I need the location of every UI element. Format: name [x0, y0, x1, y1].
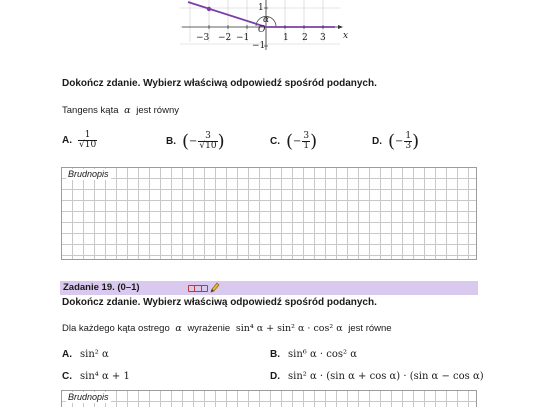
- task19-option-d[interactable]: [270, 371, 484, 382]
- task19-option-a[interactable]: [62, 349, 109, 360]
- scratchpad-label: Brudnopis: [68, 392, 109, 402]
- scratchpad-label: Brudnopis: [68, 169, 109, 179]
- option-letter: D.: [270, 371, 280, 382]
- option-letter: B.: [270, 349, 280, 360]
- coordinate-graph: [180, 0, 360, 52]
- task18-option-d[interactable]: D. ( − $\frac{1}{3}$ ): [372, 131, 420, 152]
- tick-x-3: 3: [320, 33, 326, 43]
- tick-y-1: 1: [258, 3, 264, 13]
- option-text: sin⁴ α + 1: [80, 371, 130, 382]
- task18-question-suffix: jest równy: [136, 105, 179, 116]
- option-letter: A.: [62, 135, 72, 146]
- option-fraction: [198, 132, 217, 151]
- task18-question-prefix: Tangens kąta: [62, 105, 119, 116]
- option-sign: −: [395, 136, 404, 147]
- scratchpad-grid[interactable]: [61, 390, 477, 407]
- option-letter: B.: [166, 136, 176, 147]
- task19-question-mid: wyrażenie: [187, 323, 231, 334]
- option-fraction: [78, 131, 97, 150]
- fraction-numerator: 1: [84, 130, 91, 140]
- fraction-numerator: 1: [405, 131, 412, 141]
- origin-label: O: [258, 25, 266, 35]
- fraction-numerator: 3: [303, 131, 310, 141]
- pencil-icon: [210, 282, 220, 293]
- task18-option-b[interactable]: B. ( − $\frac{3}{√10}$ ): [166, 131, 225, 152]
- task18-option-a[interactable]: [62, 131, 97, 150]
- angle-alpha-label: α: [263, 15, 270, 25]
- terminal-ray: [188, 2, 266, 27]
- task19-option-c[interactable]: [62, 371, 130, 382]
- task19-question-expression: sin⁴ α + sin² α · cos² α: [235, 323, 343, 334]
- tick-x-neg3: −3: [196, 33, 210, 43]
- tick-y-neg1: −1: [252, 41, 266, 51]
- task19-option-b[interactable]: [270, 349, 357, 360]
- task19-instruction: Dokończ zdanie. Wybierz właściwą odpowiedź spośród podanych.: [62, 297, 377, 308]
- task18-instruction: Dokończ zdanie. Wybierz właściwą odpowiedź spośród podanych.: [62, 78, 377, 89]
- task19-question-suffix: jest równe: [348, 323, 392, 334]
- option-text: sin² α · (sin α + cos α) · (sin α − cos α): [288, 371, 484, 382]
- option-letter: C.: [270, 136, 280, 147]
- fraction-denominator: 3: [405, 141, 412, 151]
- option-letter: A.: [62, 349, 72, 360]
- option-letter: D.: [372, 136, 382, 147]
- task19-question-var: α: [175, 323, 182, 334]
- task18-question-var: α: [124, 105, 131, 116]
- scratchpad-grid[interactable]: [61, 167, 477, 260]
- task19-title: Zadanie 19. (0–1): [63, 282, 140, 293]
- option-sign: −: [189, 136, 198, 147]
- task19-question: [62, 323, 392, 334]
- task19-header-bar: [60, 281, 478, 295]
- task-skill-badge: [188, 285, 208, 292]
- task18-option-c[interactable]: C. ( − $\frac{3}{1}$ ): [270, 131, 318, 152]
- fraction-denominator: 1: [303, 141, 310, 151]
- fraction-denominator: √10: [199, 141, 217, 151]
- option-fraction: [302, 132, 310, 151]
- fraction-denominator: √10: [79, 140, 97, 150]
- option-text: sin² α: [80, 349, 109, 360]
- x-axis-arrow: [338, 25, 343, 29]
- tick-x-neg2: −2: [218, 33, 232, 43]
- tick-x-2: 2: [302, 33, 308, 43]
- task18-question: [62, 105, 179, 116]
- task19-question-prefix: Dla każdego kąta ostrego: [62, 323, 170, 334]
- x-axis-label: x: [343, 31, 349, 41]
- fraction-numerator: 3: [205, 131, 211, 141]
- option-sign: −: [293, 136, 302, 147]
- option-fraction: [404, 132, 412, 151]
- option-letter: C.: [62, 371, 72, 382]
- option-text: sin⁶ α · cos² α: [288, 349, 357, 360]
- point-on-ray: [207, 7, 211, 11]
- tick-x-neg1: −1: [236, 33, 250, 43]
- tick-x-1: 1: [283, 33, 289, 43]
